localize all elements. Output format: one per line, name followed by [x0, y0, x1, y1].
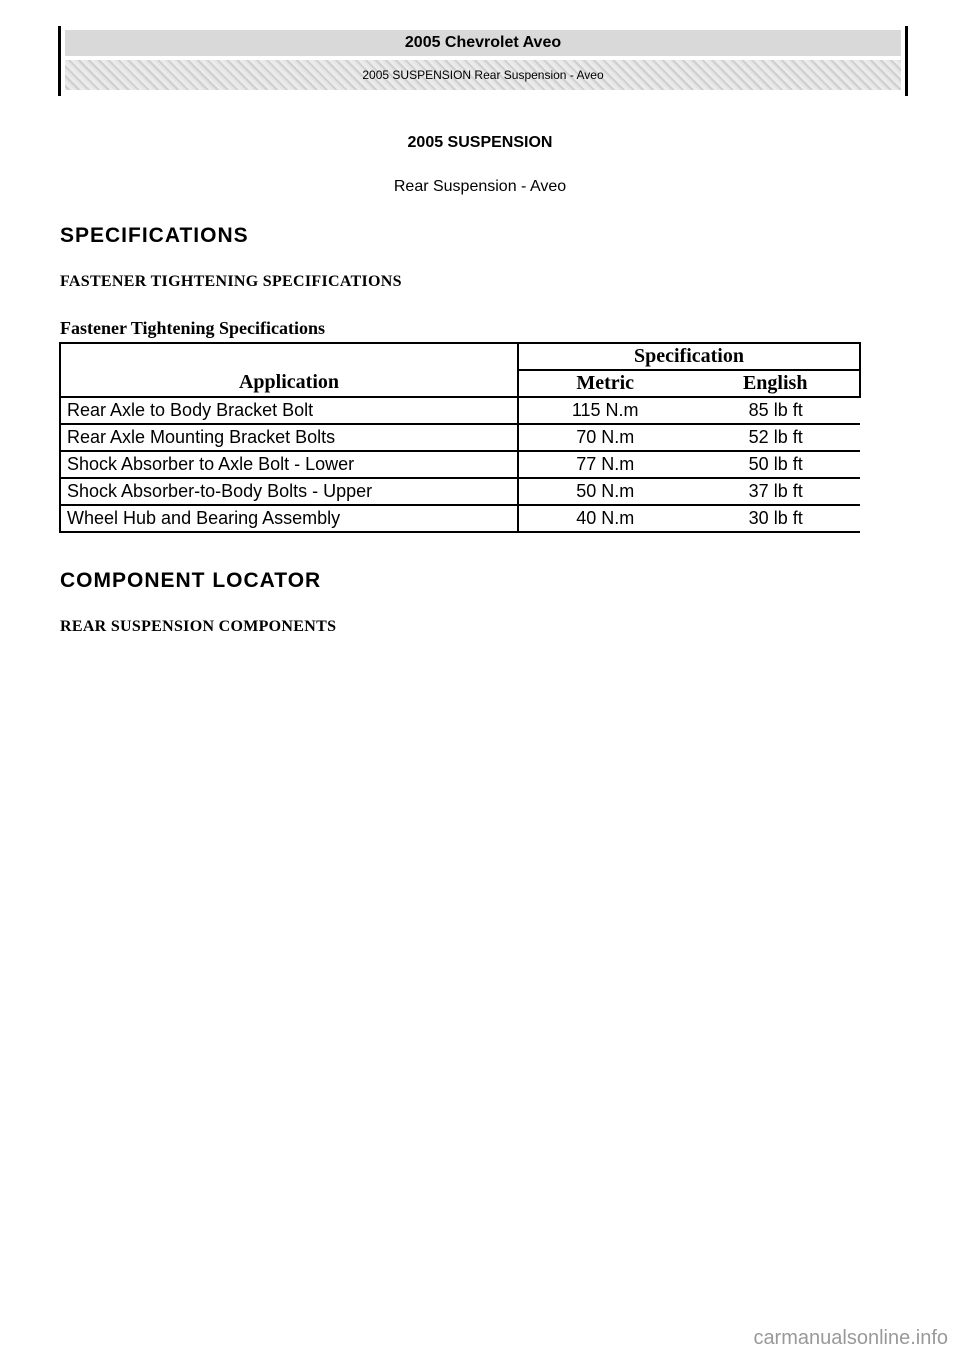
cell-english: 52 lb ft: [691, 424, 860, 451]
cell-metric: 115 N.m: [518, 397, 691, 424]
cell-english: 50 lb ft: [691, 451, 860, 478]
table-row: [60, 478, 860, 505]
header-title: 2005 Chevrolet Aveo: [65, 30, 901, 56]
column-header-application: Application: [60, 343, 518, 397]
cell-english: 37 lb ft: [691, 478, 860, 505]
column-header-specification: Specification: [518, 343, 860, 370]
table-row: [60, 424, 860, 451]
document-subtitle: Rear Suspension - Aveo: [393, 178, 567, 195]
cell-application: Wheel Hub and Bearing Assembly: [60, 505, 518, 532]
cell-application: Rear Axle to Body Bracket Bolt: [60, 397, 518, 424]
fastener-spec-table: [59, 342, 861, 533]
section-heading-specifications: SPECIFICATIONS: [60, 224, 249, 247]
cell-english: 85 lb ft: [691, 397, 860, 424]
cell-application: Shock Absorber to Axle Bolt - Lower: [60, 451, 518, 478]
column-header-english: English: [691, 370, 860, 397]
section-heading-component-locator: COMPONENT LOCATOR: [60, 569, 322, 592]
cell-application: Shock Absorber-to-Body Bolts - Upper: [60, 478, 518, 505]
watermark-text: carmanualsonline.info: [753, 1327, 948, 1349]
header-subtitle-text: 2005 SUSPENSION Rear Suspension - Aveo: [362, 68, 604, 82]
table-row: [60, 451, 860, 478]
subsection-heading-fastener: FASTENER TIGHTENING SPECIFICATIONS: [60, 273, 402, 290]
cell-metric: 77 N.m: [518, 451, 691, 478]
document-title: 2005 SUSPENSION: [407, 134, 553, 151]
cell-metric: 50 N.m: [518, 478, 691, 505]
document-header: [58, 26, 908, 96]
table-row: [60, 505, 860, 532]
table-caption: Fastener Tightening Specifications: [60, 318, 326, 338]
header-subtitle: [65, 60, 901, 90]
subsection-heading-rear-components: REAR SUSPENSION COMPONENTS: [60, 618, 337, 635]
cell-metric: 40 N.m: [518, 505, 691, 532]
table-row: [60, 397, 860, 424]
cell-metric: 70 N.m: [518, 424, 691, 451]
cell-application: Rear Axle Mounting Bracket Bolts: [60, 424, 518, 451]
column-header-metric: Metric: [518, 370, 691, 397]
cell-english: 30 lb ft: [691, 505, 860, 532]
